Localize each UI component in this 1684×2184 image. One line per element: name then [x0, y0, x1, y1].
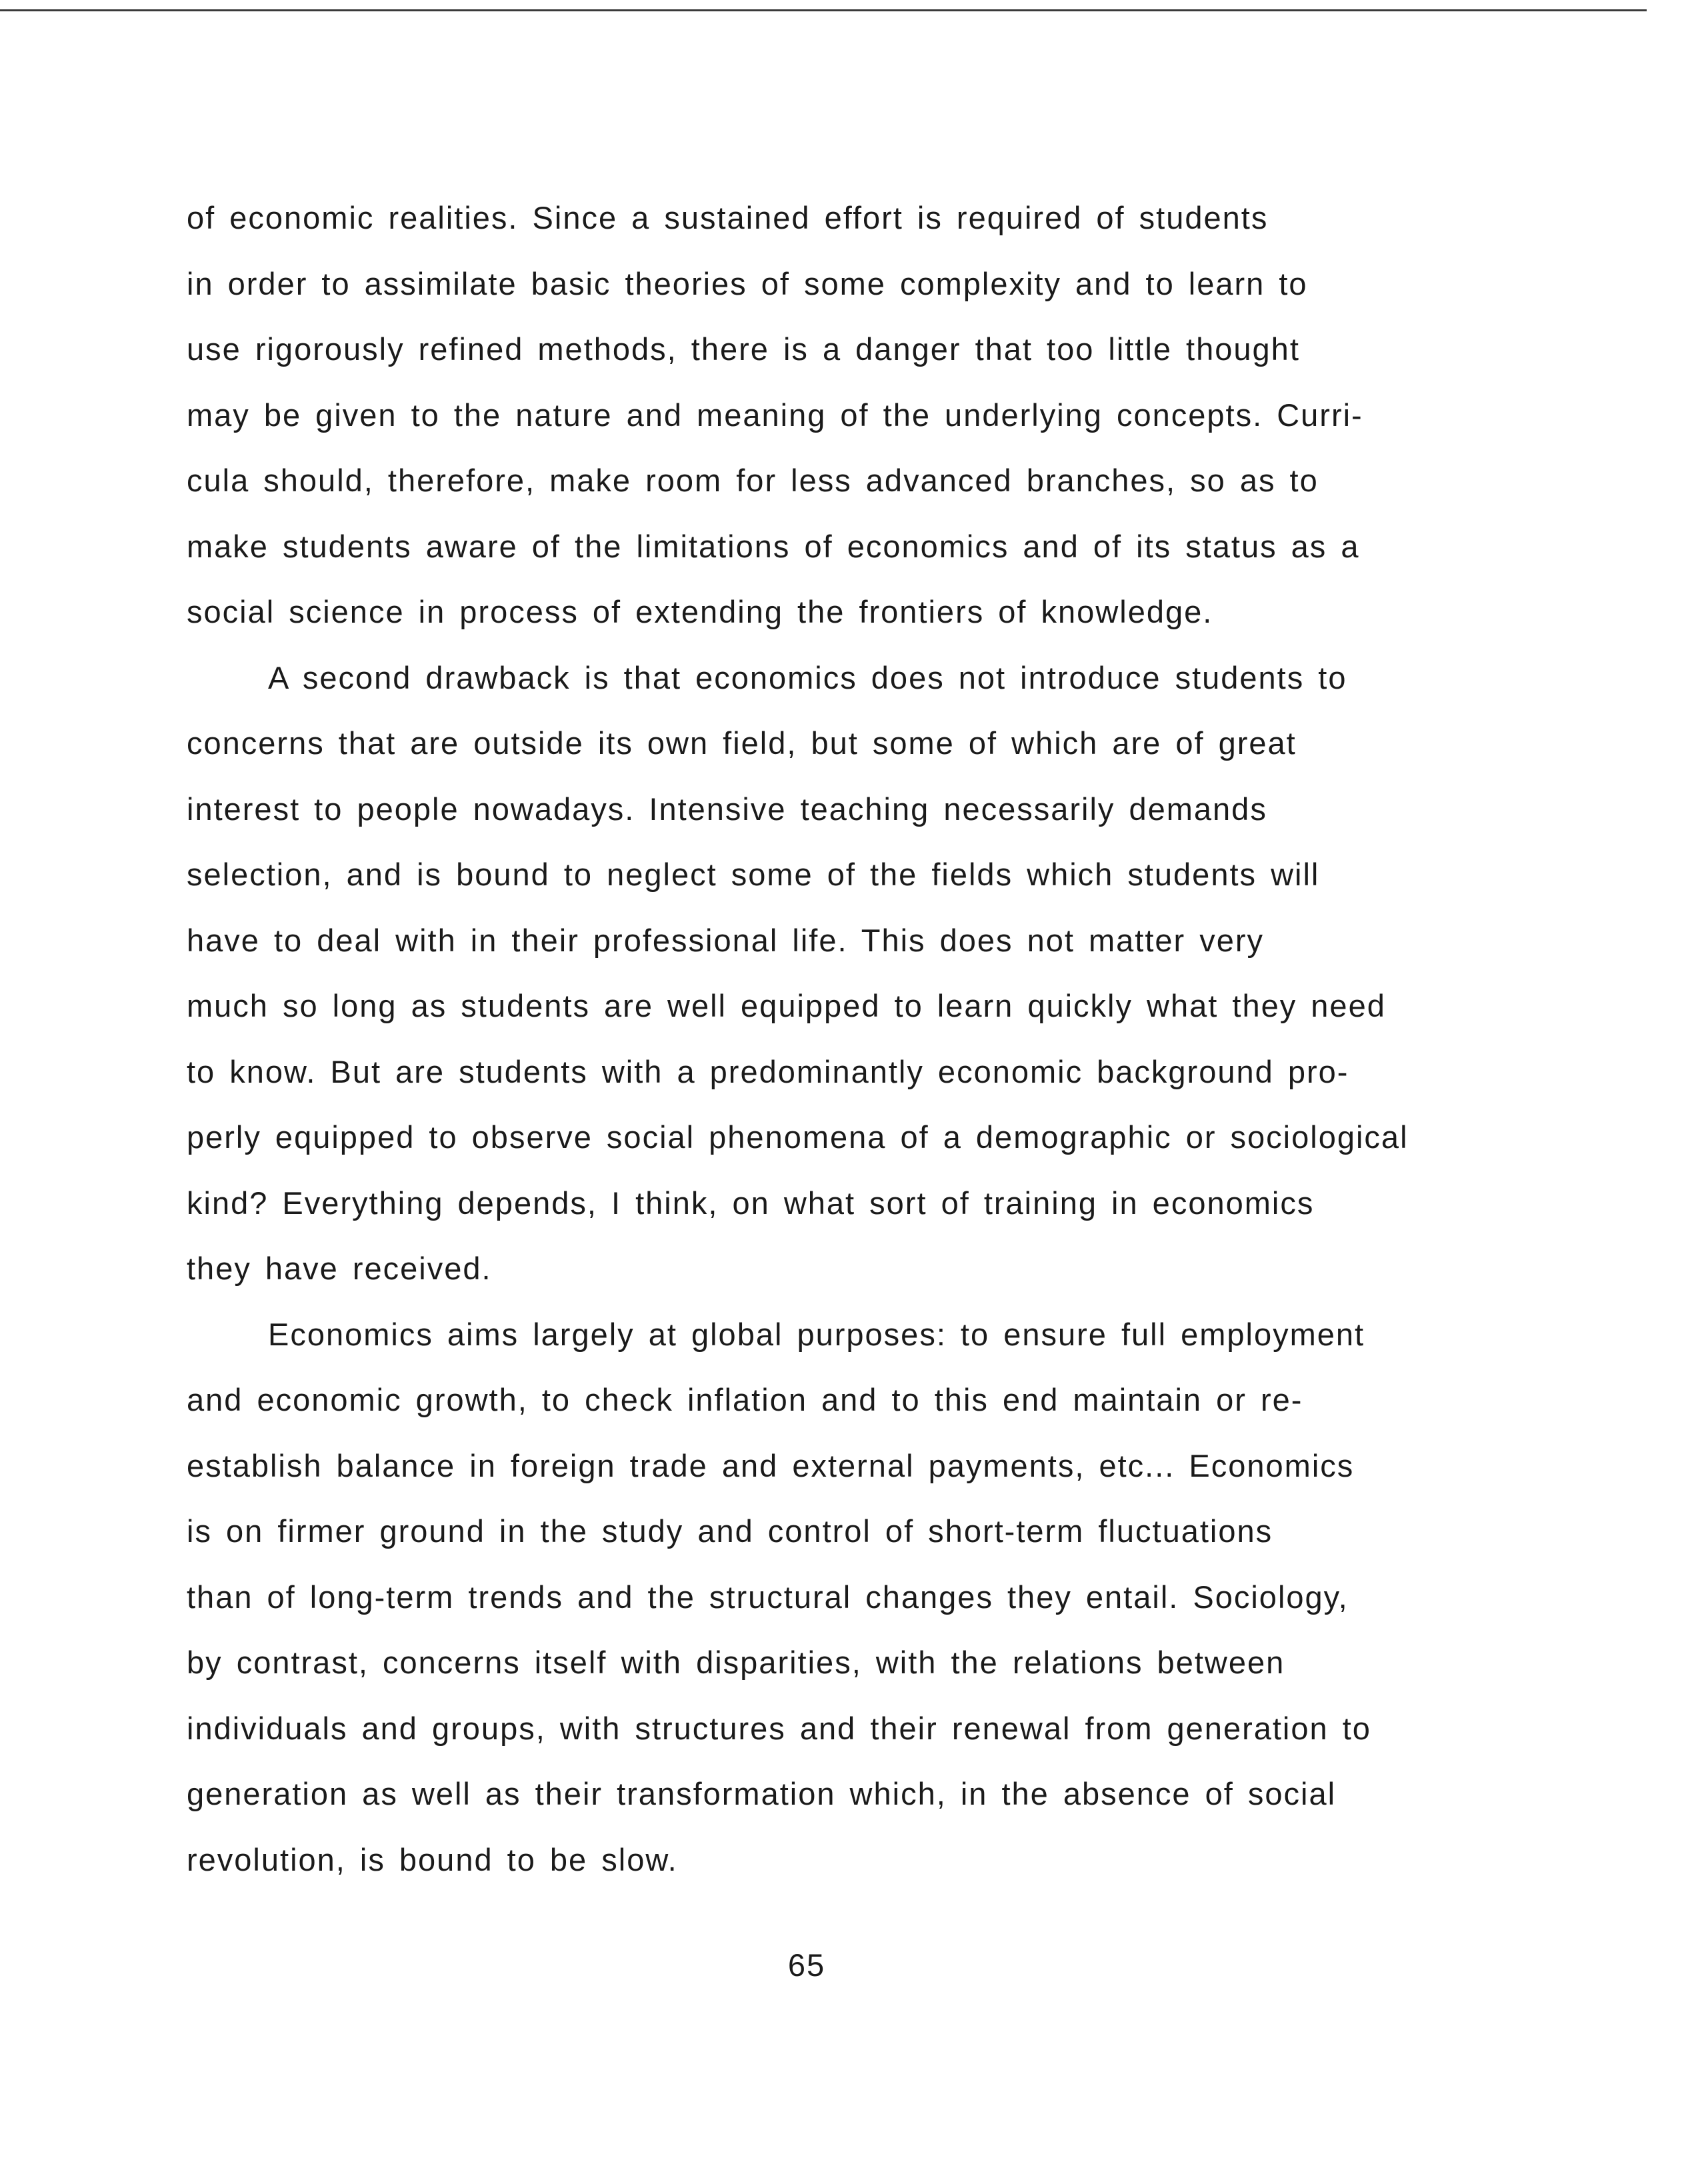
paragraph-start-line: A second drawback is that economics does not introduce students to [268, 659, 1347, 695]
text-line: much so long as students are well equipped to learn quickly what they need [187, 988, 1386, 1023]
text-line: have to deal with in their professional life. This does not matter very [187, 922, 1265, 958]
text-line: revolution, is bound to be slow. [187, 1841, 678, 1877]
paragraph-start-line: Economics aims largely at global purposes: to ensure full employment [268, 1316, 1365, 1352]
text-line: selection, and is bound to neglect some of the fields which students will [187, 857, 1320, 892]
top-rule [0, 9, 1647, 11]
text-line: generation as well as their transformation which, in the absence of social [187, 1776, 1337, 1811]
text-line: may be given to the nature and meaning of the underlying concepts. Curri- [187, 397, 1363, 433]
text-line: concerns that are outside its own field, but some of which are of great [187, 725, 1297, 761]
text-line: perly equipped to observe social phenomena of a demographic or sociological [187, 1119, 1409, 1155]
text-line: individuals and groups, with structures and their renewal from generation to [187, 1710, 1371, 1746]
text-line: and economic growth, to check inflation and to this end maintain or re- [187, 1382, 1303, 1417]
text-line: cula should, therefore, make room for less advanced branches, so as to [187, 463, 1319, 498]
text-line: they have received. [187, 1251, 492, 1286]
text-line: by contrast, concerns itself with disparities, with the relations between [187, 1645, 1285, 1680]
page-number: 65 [787, 1947, 826, 1983]
text-line: of economic realities. Since a sustained effort is required of students [187, 200, 1269, 235]
text-line: kind? Everything depends, I think, on what sort of training in economics [187, 1185, 1315, 1221]
text-line: is on firmer ground in the study and control of short-term fluctuations [187, 1513, 1273, 1549]
text-line: make students aware of the limitations of economics and of its status as a [187, 528, 1360, 564]
text-line: to know. But are students with a predominantly economic background pro- [187, 1053, 1349, 1089]
text-line: than of long-term trends and the structural changes they entail. Sociology, [187, 1579, 1349, 1615]
text-line: establish balance in foreign trade and external payments, etc... Economics [187, 1447, 1355, 1483]
body-text [187, 185, 1520, 1893]
text-line: social science in process of extending the frontiers of knowledge. [187, 594, 1213, 629]
text-line: in order to assimilate basic theories of some complexity and to learn to [187, 265, 1308, 301]
text-line: use rigorously refined methods, there is a danger that too little thought [187, 331, 1300, 367]
text-line: interest to people nowadays. Intensive teaching necessarily demands [187, 791, 1267, 827]
